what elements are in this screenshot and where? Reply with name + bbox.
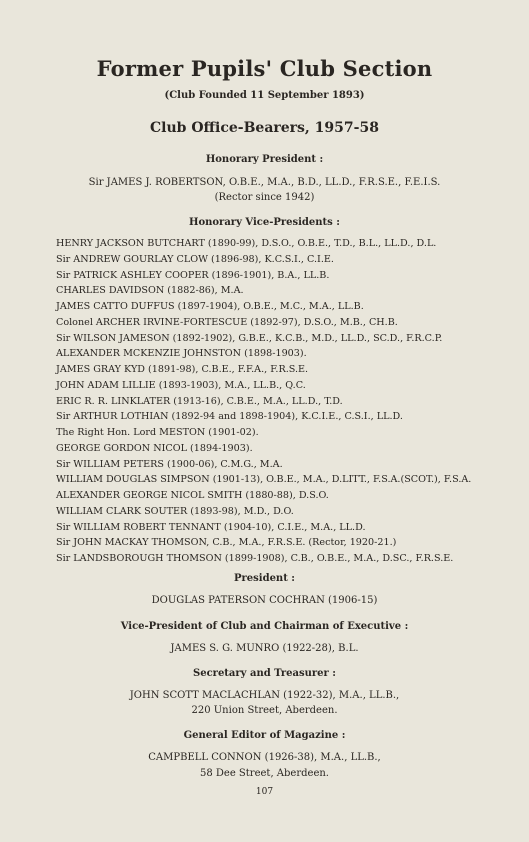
editor-address: 58 Dee Street, Aberdeen. [200,768,329,779]
secretary-address: 220 Union Street, Aberdeen. [191,705,338,716]
honorary-president-label: Honorary President : [205,154,324,165]
page-number: 107 [255,787,274,797]
list-item: Sir WILSON JAMESON (1892-1902), G.B.E., K.C.B., M.D., LL.D., SC.D., F.R.C.P. [56,332,443,344]
honorary-president-note: (Rector since 1942) [214,192,315,203]
list-item: ALEXANDER MCKENZIE JOHNSTON (1898-1903). [56,348,307,360]
list-item: GEORGE GORDON NICOL (1894-1903). [56,442,253,454]
honorary-president-name: Sir JAMES J. ROBERTSON, O.B.E., M.A., B.D., LL.D., F.R.S.E., F.E.I.S. [88,177,441,188]
list-item: JOHN ADAM LILLIE (1893-1903), M.A., LL.B., Q.C. [56,379,306,391]
list-item: The Right Hon. Lord MESTON (1901-02). [56,427,259,438]
list-item: ALEXANDER GEORGE NICOL SMITH (1880-88), D.S.O. [56,490,329,501]
editor-label: General Editor of Magazine : [183,730,346,741]
vice-president-label: Vice-President of Club and Chairman of Executive : [120,621,409,632]
office-bearers-heading: Club Office-Bearers, 1957-58 [150,120,379,136]
list-item: Colonel ARCHER IRVINE-FORTESCUE (1892-97), D.S.O., M.B., CH.B. [56,316,398,328]
editor-name: CAMPBELL CONNON (1926-38), M.A., LL.B., [148,752,381,763]
list-item: WILLIAM CLARK SOUTER (1893-98), M.D., D.O. [56,505,294,517]
president-name: DOUGLAS PATERSON COCHRAN (1906-15) [151,595,378,606]
list-item: Sir WILLIAM ROBERT TENNANT (1904-10), C.I.E., M.A., LL.D. [56,521,366,533]
secretary-label: Secretary and Treasurer : [193,668,336,679]
honorary-vice-presidents-label: Honorary Vice-Presidents : [189,217,340,228]
vice-president-name: JAMES S. G. MUNRO (1922-28), B.L. [170,643,359,654]
page-title: Former Pupils' Club Section [96,56,433,81]
list-item: HENRY JACKSON BUTCHART (1890-99), D.S.O., O.B.E., T.D., B.L., LL.D., D.L. [56,238,437,249]
secretary-name: JOHN SCOTT MACLACHLAN (1922-32), M.A., LL.B., [129,690,400,701]
list-item: Sir LANDSBOROUGH THOMSON (1899-1908), C.B., O.B.E., M.A., D.SC., F.R.S.E. [56,553,454,564]
page-subtitle: (Club Founded 11 September 1893) [164,90,365,101]
list-item: Sir ARTHUR LOTHIAN (1892-94 and 1898-1904), K.C.I.E., C.S.I., LL.D. [56,411,403,423]
list-item: WILLIAM DOUGLAS SIMPSON (1901-13), O.B.E., M.A., D.LITT., F.S.A.(SCOT.), F.S.A. [56,474,472,486]
list-item: CHARLES DAVIDSON (1882-86), M.A. [56,285,244,297]
list-item: JAMES GRAY KYD (1891-98), C.B.E., F.F.A., F.R.S.E. [56,364,309,375]
list-item: JAMES CATTO DUFFUS (1897-1904), O.B.E., M.C., M.A., LL.B. [56,301,364,312]
vice-presidents-list [56,236,486,567]
list-item: Sir PATRICK ASHLEY COOPER (1896-1901), B.A., LL.B. [56,269,330,281]
president-label: President : [234,573,295,584]
list-item: Sir ANDREW GOURLAY CLOW (1896-98), K.C.S.I., C.I.E. [56,253,334,265]
list-item: Sir WILLIAM PETERS (1900-06), C.M.G., M.A. [56,458,283,470]
list-item: ERIC R. R. LINKLATER (1913-16), C.B.E., M.A., LL.D., T.D. [56,395,343,407]
list-item: Sir JOHN MACKAY THOMSON, C.B., M.A., F.R.S.E. (Rector, 1920-21.) [56,537,397,549]
